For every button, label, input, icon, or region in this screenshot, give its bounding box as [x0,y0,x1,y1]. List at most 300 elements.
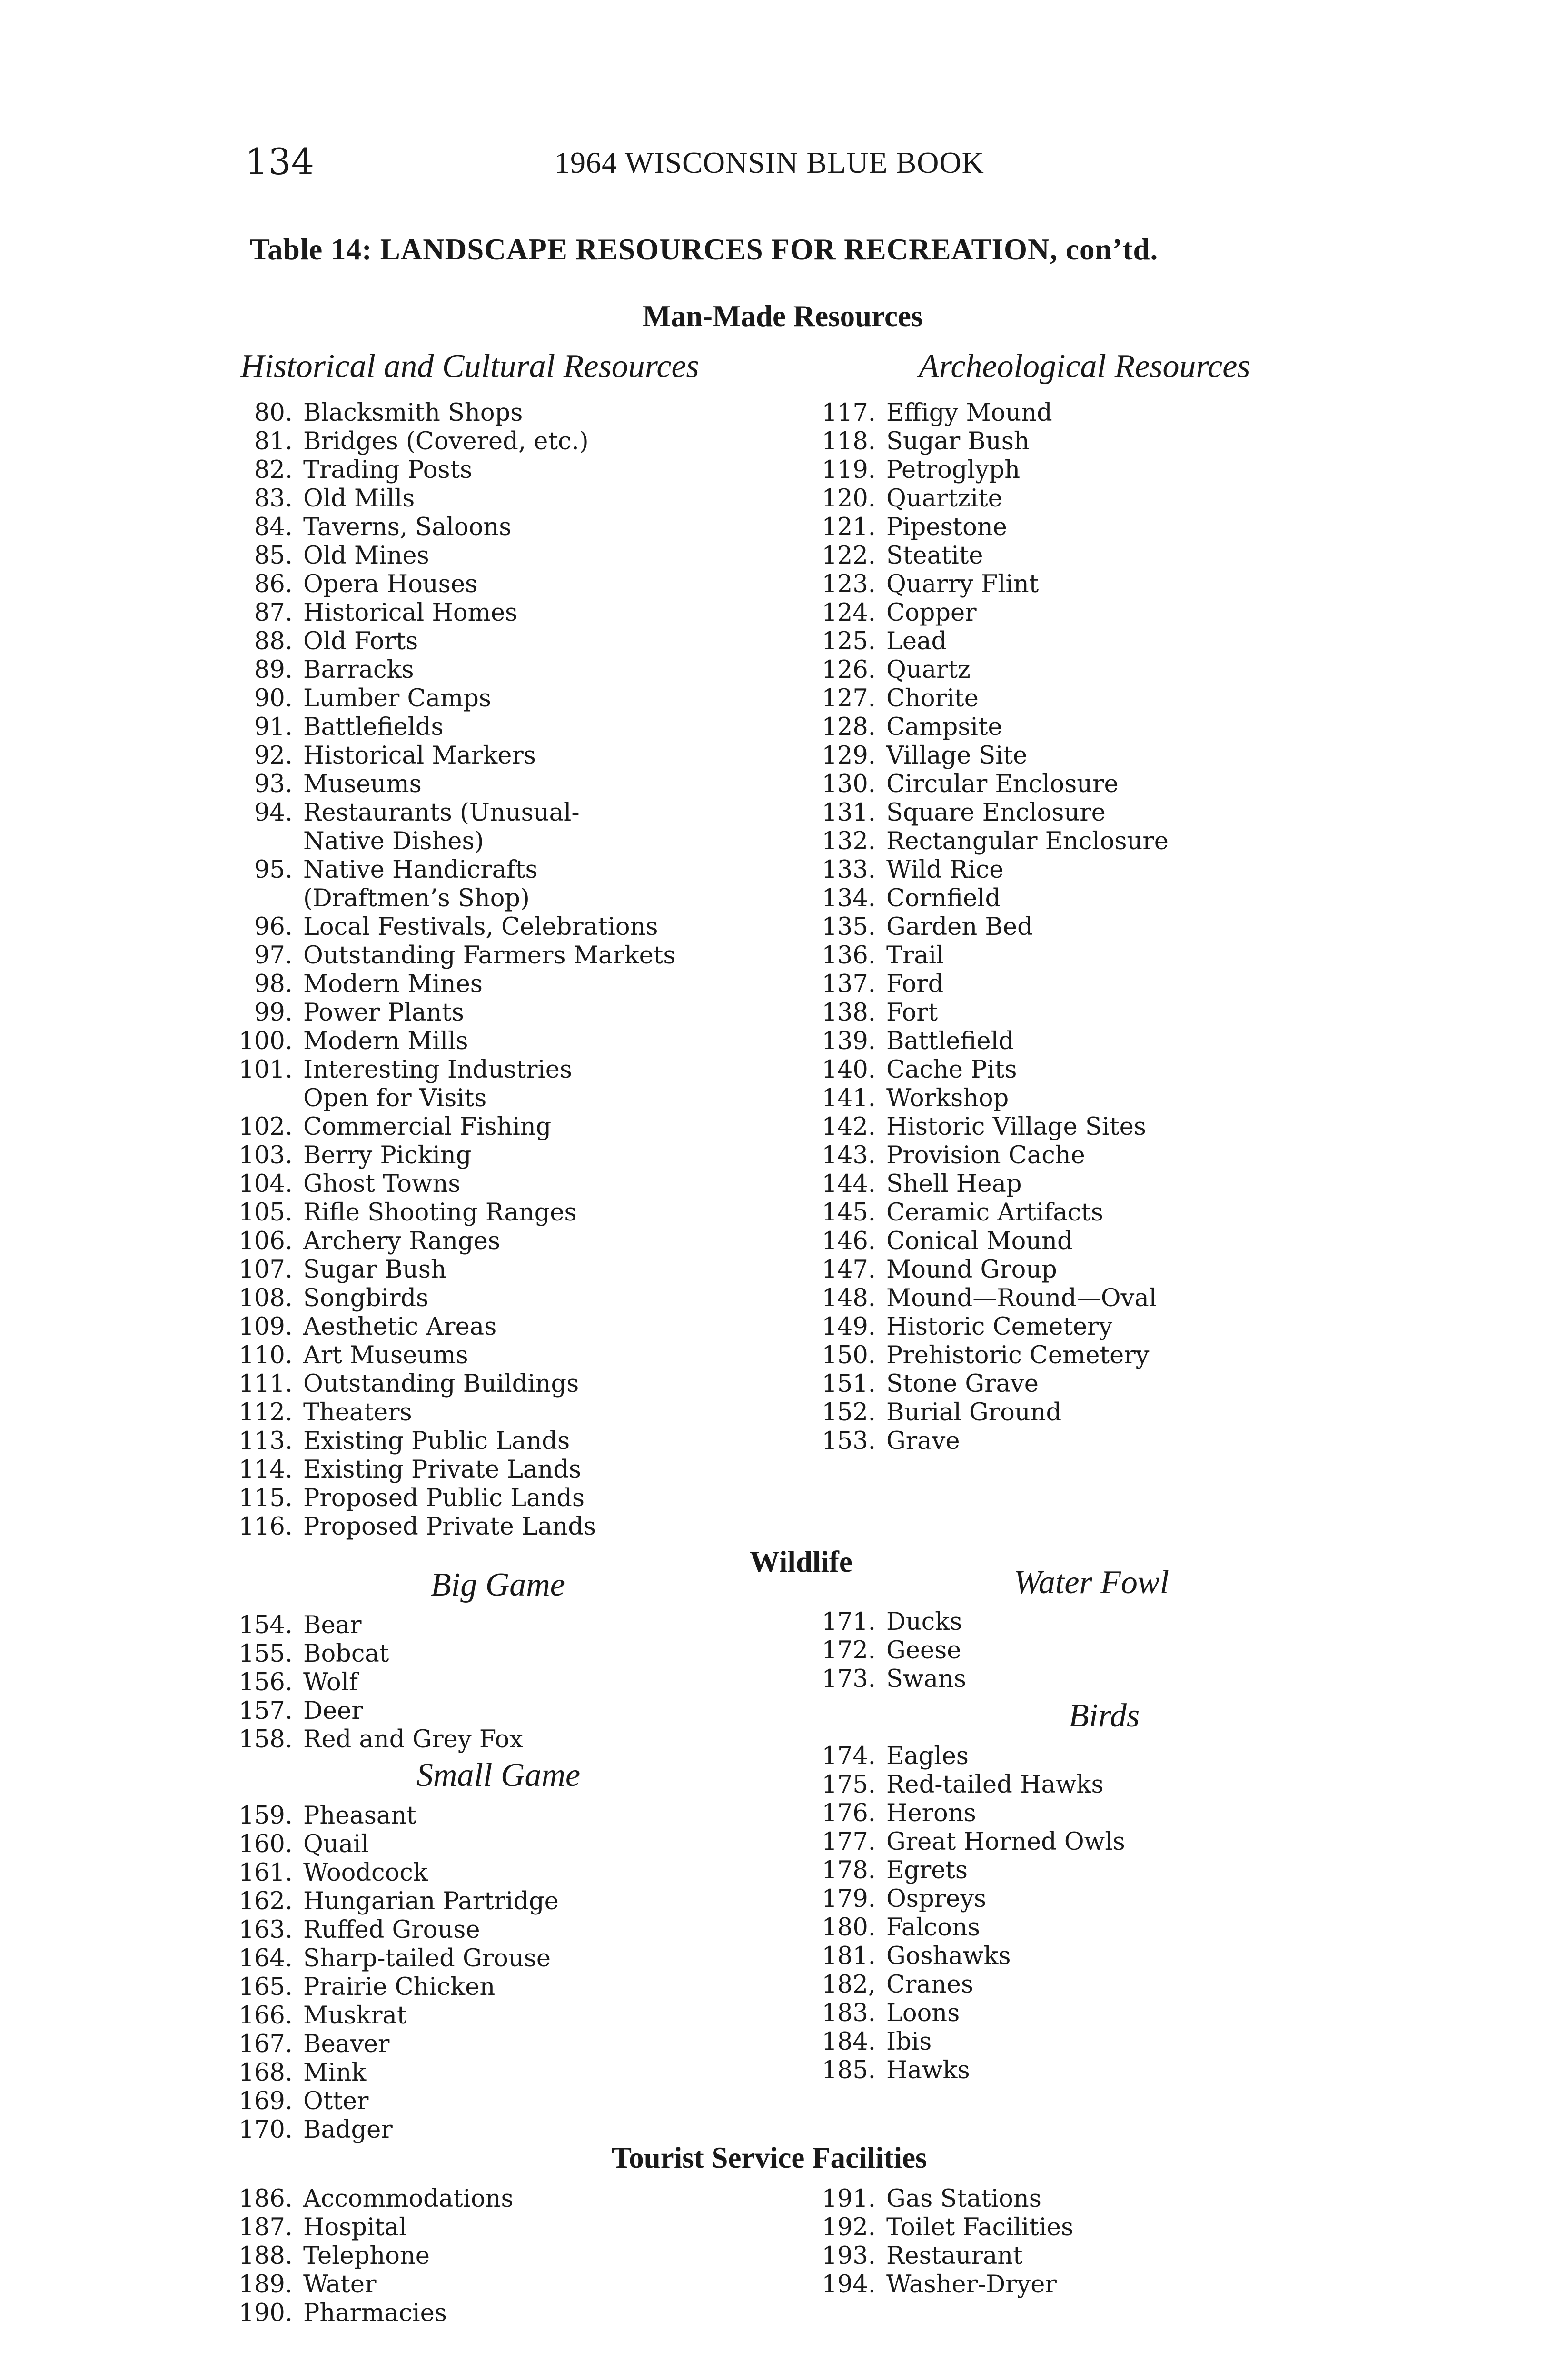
list-item [233,2185,514,2213]
item-number: 167. [238,2030,293,2058]
item-number: 189. [238,2271,293,2299]
item-label-text: Commercial Fishing [303,1113,552,1141]
item-label-text: Power Plants [303,999,464,1027]
item-number: 177. [822,1828,876,1856]
item-label-text: Hospital [303,2213,407,2241]
item-label-text: Hawks [886,2056,970,2084]
item-label [876,427,1030,456]
item-label-text: Provision Cache [886,1141,1085,1170]
item-label-text: Fort [886,999,938,1027]
item-number: 182, [822,1971,876,1999]
item-label-text: Ducks [886,1608,962,1636]
item-label [876,1084,1009,1113]
item-label [876,1113,1146,1141]
item-number: 99. [254,999,293,1027]
list-item [816,713,1169,742]
item-number: 130. [822,770,876,798]
item-label [293,1726,523,1754]
item-label-text: Lead [886,627,947,655]
list-item [233,1141,676,1170]
list-item [816,1971,1125,1999]
subheading-historical-cultural: Historical and Cultural Resources [240,348,699,385]
item-number: 192. [822,2213,876,2241]
list-item [233,513,676,542]
list-item [233,1802,559,1830]
list-item [233,1341,676,1370]
item-number: 159. [238,1802,293,1830]
item-label [876,1056,1017,1084]
item-number: 158. [238,1726,293,1754]
item-label-text: Badger [303,2116,393,2144]
item-label-text: Outstanding Farmers Markets [303,942,676,970]
item-label [293,913,658,942]
item-label [293,1170,461,1199]
item-number: 180. [822,1914,876,1942]
item-label-text: Cache Pits [886,1056,1017,1084]
item-label-text: Effigy Mound [886,399,1052,427]
item-label [293,1859,428,1887]
item-number: 170. [238,2116,293,2144]
list-item [233,970,676,999]
list-item [233,1284,676,1313]
list-item [233,2271,514,2299]
item-label [876,2242,1023,2271]
item-label [876,1856,968,1885]
item-number: 140. [822,1056,876,1084]
item-label-text: Chorite [886,684,979,713]
item-label-text: Grave [886,1427,960,1455]
list-item [816,1370,1169,1398]
subheading-birds: Birds [1069,1697,1140,1734]
item-label-text: Workshop [886,1084,1009,1112]
list-item [233,1427,676,1456]
item-label-text: Pharmacies [303,2299,447,2327]
list-item [233,1944,559,1973]
item-label [293,713,444,742]
item-number: 101. [238,1056,293,1084]
list-item [816,2028,1125,2056]
item-number: 156. [238,1668,293,1696]
item-number: 161. [238,1859,293,1887]
item-label-text: Ghost Towns [303,1170,461,1198]
item-number: 127. [822,684,876,713]
item-label [876,1742,969,1771]
item-label [293,1113,551,1141]
list-item [233,1370,676,1398]
item-label [876,1828,1125,1856]
list-item [816,1636,966,1665]
item-label [293,656,414,684]
item-label-text: Berry Picking [303,1141,472,1170]
item-number: 186. [238,2185,293,2213]
item-number: 126. [822,656,876,684]
item-label [876,1799,976,1828]
item-label-text: Old Forts [303,627,418,655]
list-item [233,1027,676,1056]
item-label [293,1802,416,1830]
item-label-text: Battlefields [303,713,444,741]
item-label-text: Restaurants (Unusual- [303,799,580,827]
item-number: 104. [238,1170,293,1198]
item-label-text: Accommodations [303,2185,514,2213]
list-item [816,2271,1073,2299]
item-number: 121. [822,513,876,541]
item-number: 102. [238,1113,293,1141]
item-label-text: Village Site [886,742,1028,770]
list-item [233,999,676,1027]
list-item [233,656,676,684]
item-label [876,2028,932,2056]
item-label [293,1427,570,1456]
item-label [876,656,971,684]
item-label [293,1256,446,1284]
item-label [293,742,536,770]
item-label-text: Quail [303,1830,369,1858]
item-label [876,542,983,570]
item-label-text: Great Horned Owls [886,1828,1125,1856]
item-label-text: Muskrat [303,2002,407,2030]
item-label-text: Archery Ranges [303,1227,501,1255]
list-item [816,542,1169,570]
item-number: 153. [822,1427,876,1455]
item-number: 139. [822,1027,876,1055]
list-item [816,2185,1073,2213]
item-label-text: Native Handicrafts [303,856,538,884]
list-item [816,856,1169,884]
item-number: 135. [822,913,876,941]
item-number: 166. [238,2002,293,2030]
list-item [233,1973,559,2002]
item-number: 179. [822,1885,876,1913]
item-label [876,1427,960,1456]
list-item [233,456,676,485]
item-label-text: Bear [303,1611,362,1639]
item-label-text: Ibis [886,2028,932,2056]
item-label-text: Eagles [886,1742,969,1770]
list-item [816,1141,1169,1170]
list-item [816,827,1169,856]
list-item [816,799,1169,827]
item-number: 90. [254,684,293,713]
item-label [293,2087,368,2116]
item-label [293,1830,369,1859]
item-label [876,1170,1022,1199]
item-label [876,1999,960,2028]
item-label [876,1199,1103,1227]
subheading-archeological: Archeological Resources [919,348,1250,385]
list-item [233,2059,559,2087]
item-label-text: Pipestone [886,513,1007,541]
item-label-text: Burial Ground [886,1398,1062,1427]
list-item [816,884,1169,913]
section-heading-tourist: Tourist Service Facilities [612,2141,927,2174]
water-fowl-list [816,1608,966,1694]
item-label [876,1885,986,1914]
item-number: 122. [822,542,876,570]
item-label [293,1456,581,1484]
list-item [233,1199,676,1227]
item-number: 141. [822,1084,876,1112]
item-label-text: Sugar Bush [303,1256,446,1284]
item-number: 176. [822,1799,876,1827]
list-item [816,1227,1169,1256]
big-game-list [233,1611,523,1754]
list-item [233,1859,559,1887]
small-game-list [233,1802,559,2144]
item-label [876,1398,1061,1427]
item-number: 113. [238,1427,293,1455]
item-number: 120. [822,485,876,513]
item-label [293,427,589,456]
item-label [293,485,415,513]
item-label-text: Blacksmith Shops [303,399,523,427]
item-label-text: Old Mines [303,542,429,570]
item-label-continuation: Native Dishes) [303,827,484,855]
item-label [293,399,523,427]
item-label [293,1916,480,1944]
item-label-text: Taverns, Saloons [303,513,512,541]
list-item [233,1227,676,1256]
list-item [233,1640,523,1668]
item-label [876,1227,1073,1256]
list-item [816,742,1169,770]
item-number: 110. [238,1341,293,1369]
item-number: 107. [238,1256,293,1284]
item-number: 168. [238,2059,293,2087]
item-label [876,1256,1057,1284]
item-number: 132. [822,827,876,855]
item-label-text: Red-tailed Hawks [886,1771,1104,1799]
item-number: 95. [254,856,293,884]
list-item [233,1611,523,1640]
item-number: 193. [822,2242,876,2270]
item-label-text: Interesting Industries [303,1056,573,1084]
list-item [233,684,676,713]
item-label-text: Sugar Bush [886,427,1030,456]
item-label [876,1665,966,1694]
list-item [233,570,676,599]
item-label [876,913,1033,942]
item-label-text: Garden Bed [886,913,1033,941]
list-item [816,656,1169,684]
item-number: 154. [238,1611,293,1639]
item-label-text: Geese [886,1636,961,1665]
item-label [293,2030,389,2059]
item-label-text: Songbirds [303,1284,429,1312]
item-label-text: Falcons [886,1914,980,1942]
item-label-text: Restaurant [886,2242,1023,2270]
item-label-text: Modern Mines [303,970,483,998]
item-number: 105. [238,1199,293,1227]
item-label [293,1370,579,1398]
list-item [233,942,676,970]
item-label [293,1513,596,1541]
item-number: 157. [238,1697,293,1725]
item-label-text: Historical Homes [303,599,518,627]
list-item [816,1284,1169,1313]
item-number: 178. [822,1856,876,1884]
list-item [233,1726,523,1754]
item-label [293,1027,468,1056]
item-label-text: Trading Posts [303,456,473,484]
item-label-text: Cranes [886,1971,974,1999]
item-label [293,1141,471,1170]
item-label [293,1199,577,1227]
item-number: 129. [822,742,876,770]
item-label [293,2116,393,2144]
item-number: 123. [822,570,876,598]
item-number: 171. [822,1608,876,1636]
list-item [816,1799,1125,1828]
item-label [293,1640,389,1668]
item-label [293,513,511,542]
item-label-text: Wild Rice [886,856,1004,884]
item-label-text: Stone Grave [886,1370,1039,1398]
item-label-text: Deer [303,1697,363,1725]
item-label-text: Otter [303,2087,369,2115]
item-label [293,2059,366,2087]
item-label [876,570,1039,599]
item-label-text: Square Enclosure [886,799,1106,827]
item-number: 100. [238,1027,293,1055]
list-item [816,1084,1169,1113]
item-label [293,1313,496,1341]
list-item [233,1170,676,1199]
item-number: 188. [238,2242,293,2270]
subheading-small-game: Small Game [416,1757,581,1794]
item-label-text: Proposed Private Lands [303,1513,596,1541]
item-number: 184. [822,2028,876,2056]
item-label [293,1611,361,1640]
page-number: 134 [245,140,315,183]
item-label-text: Lumber Camps [303,684,492,713]
item-label [876,1771,1104,1799]
item-label [876,1636,961,1665]
list-item [816,2056,1125,2085]
item-label [293,1398,412,1427]
item-label-text: Pheasant [303,1802,416,1830]
item-label [876,770,1119,799]
item-label [876,970,943,999]
list-item [816,1398,1169,1427]
item-number: 88. [254,627,293,655]
item-number: 112. [238,1398,293,1427]
item-label-text: Museums [303,770,422,798]
item-label [293,2271,376,2299]
list-item [816,399,1169,427]
item-label-text: Ruffed Grouse [303,1916,480,1944]
item-number: 162. [238,1887,293,1915]
item-label-text: Local Festivals, Celebrations [303,913,658,941]
item-label-text: Herons [886,1799,976,1827]
section-heading-wildlife: Wildlife [750,1545,852,1578]
list-item [816,770,1169,799]
item-number: 150. [822,1341,876,1369]
item-number: 138. [822,999,876,1027]
list-item [233,1887,559,1916]
list-item [233,713,676,742]
item-label-text: Circular Enclosure [886,770,1119,798]
list-item [816,599,1169,627]
list-item [816,1942,1125,1971]
item-label [293,1973,495,2002]
item-label [876,1027,1014,1056]
table-title: Table 14: LANDSCAPE RESOURCES FOR RECREATION, con’td. [250,233,1159,266]
item-label [293,1697,363,1726]
item-number: 103. [238,1141,293,1170]
list-item [233,1056,676,1113]
list-item [233,856,676,913]
list-item [233,1916,559,1944]
item-number: 183. [822,1999,876,2027]
item-label [293,2213,407,2242]
item-label-text: Theaters [303,1398,412,1427]
item-number: 187. [238,2213,293,2241]
item-number: 173. [822,1665,876,1693]
list-item [233,2242,514,2271]
tourist-list-right [816,2185,1073,2299]
item-label-text: Rectangular Enclosure [886,827,1169,855]
list-item [816,1665,966,1694]
list-item [816,1742,1125,1771]
list-item [233,1484,676,1513]
item-number: 160. [238,1830,293,1858]
list-item [816,1170,1169,1199]
item-label-text: Quartzite [886,485,1002,513]
item-label-text: Swans [886,1665,967,1693]
item-number: 119. [822,456,876,484]
item-label-text: Copper [886,599,977,627]
list-item [233,2299,514,2328]
item-label-text: Existing Private Lands [303,1456,582,1484]
item-label-text: Campsite [886,713,1002,741]
item-number: 133. [822,856,876,884]
list-item [233,627,676,656]
list-item [233,399,676,427]
list-item [816,427,1169,456]
item-number: 191. [822,2185,876,2213]
item-number: 82. [254,456,293,484]
section-heading-man-made: Man-Made Resources [643,299,923,333]
item-label [293,2185,514,2213]
list-item [816,1771,1125,1799]
item-number: 155. [238,1640,293,1668]
item-label [876,1370,1039,1398]
item-number: 137. [822,970,876,998]
list-item [233,1513,676,1541]
item-number: 87. [254,599,293,627]
list-item [816,1056,1169,1084]
item-label-text: Red and Grey Fox [303,1726,523,1754]
list-item [816,2242,1073,2271]
list-item [816,970,1169,999]
item-number: 93. [254,770,293,798]
item-number: 118. [822,427,876,456]
item-label [876,2213,1073,2242]
item-label-text: Mound—Round—Oval [886,1284,1157,1312]
list-item [816,485,1169,513]
item-label [293,1668,358,1697]
list-item [233,913,676,942]
item-label [876,1341,1149,1370]
item-label-text: Water [303,2271,377,2299]
item-label-text: Historic Cemetery [886,1313,1113,1341]
item-label-text: Hungarian Partridge [303,1887,559,1915]
item-number: 190. [238,2299,293,2327]
item-number: 86. [254,570,293,598]
list-item [233,485,676,513]
item-label-text: Quarry Flint [886,570,1039,598]
